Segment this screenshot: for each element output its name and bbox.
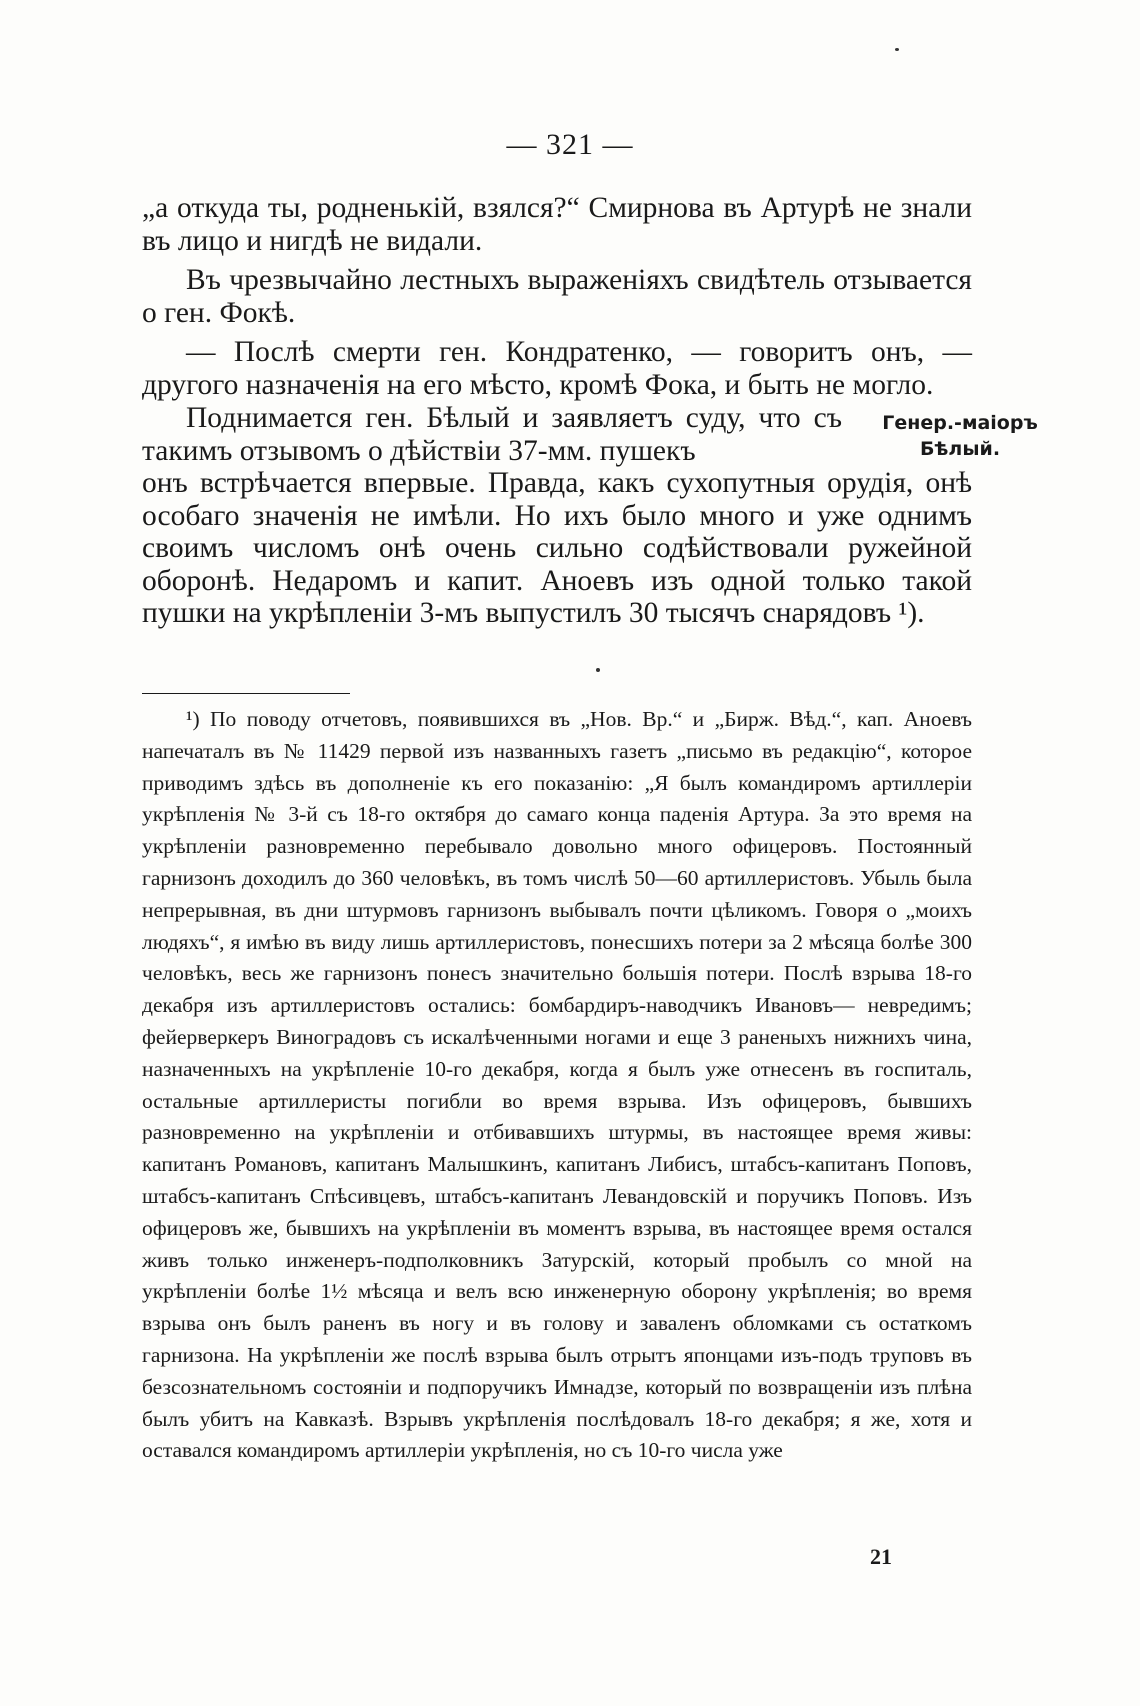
paragraph-3-text: — Послѣ смерти ген. Кондратенко, — говоритъ онъ, — другого назначенія на его мѣсто, кромѣ Фока, и быть не могло. [142,336,972,401]
page-number: — 321 — [506,128,634,161]
margin-note-line-1: Генер.-маіоръ [882,412,1038,434]
ink-speck [596,668,600,672]
paragraph-4-start-text: Поднимается ген. Бѣлый и заявляетъ суду, что съ такимъ отзывомъ о дѣйствіи 37-мм. пушекъ [142,402,842,467]
paragraph-4-continued [142,467,972,630]
footnote-paragraph [142,704,972,1467]
footnote [142,704,972,1467]
footnote-text: По поводу отчетовъ, появившихся въ „Нов. Вр.“ и „Бирж. Вѣд.“, кап. Аноевъ напечаталъ въ № 11429 первой изъ названныхъ газетъ „письмо въ редакцію“, которое приводимъ здѣсь въ дополненіе къ его показанію: „Я былъ командиромъ артиллеріи укрѣпленія № 3-й съ 18-го октября до самаго конца паденія Артура. За это время на укрѣпленіи разновременно перебывало довольно много офицеровъ. Постоянный гарнизонъ доходилъ до 360 человѣкъ, въ томъ числѣ 50—60 артиллеристовъ. Убыль была непрерывная, въ дни штурмовъ гарнизонъ выбывалъ почти цѣликомъ. Говоря о „моихъ людяхъ“, я имѣю въ виду лишь артиллеристовъ, понесшихъ потери за 2 мѣсяца болѣе 300 человѣкъ, весь же гарнизонъ понесъ значительно большія потери. Послѣ взрыва 18-го декабря изъ артиллеристовъ остались: бомбардиръ-наводчикъ Ивановъ— невредимъ; фейерверкеръ Виноградовъ съ искалѣченными ногами и еще 3 раненыхъ нижнихъ чина, назначенныхъ на укрѣпленіе 10-го декабря, когда я былъ уже отнесенъ въ госпиталь, остальные артиллеристы погибли во время взрыва. Изъ офицеровъ, бывшихъ разновременно на укрѣпленіи и отбивавшихъ штурмы, въ настоящее время живы: капитанъ Романовъ, капитанъ Малышкинъ, капитанъ Либисъ, штабсъ-капитанъ Поповъ, штабсъ-капитанъ Спѣсивцевъ, штабсъ-капитанъ Левандовскій и поручикъ Поповъ. Изъ офицеровъ же, бывшихъ на укрѣпленіи въ моментъ взрыва, въ настоящее время остался живъ только инженеръ-подполковникъ Затурскій, который пробылъ со мной на укрѣпленіи болѣе 1½ мѣсяца и велъ всю инженерную оборону укрѣпленія; во время взрыва онъ былъ раненъ въ ногу и въ голову и заваленъ обломками съ остаткомъ гарнизона. На укрѣпленіи же послѣ взрыва былъ отрытъ японцами изъ-подъ труповъ въ безсознательномъ состояніи и подпоручикъ Имнадзе, который по возвращеніи изъ плѣна былъ убитъ на Кавказѣ. Взрывъ укрѣпленія послѣдовалъ 18-го декабря; я же, хотя и оставался командиромъ артиллеріи укрѣпленія, но съ 10-го числа уже [142,707,972,1463]
paragraph-1-text: „а откуда ты, родненькій, взялся?“ Смирнова въ Артурѣ не знали въ лицо и нигдѣ не видали. [142,192,972,257]
margin-note-line-2: Бѣлый. [919,438,1001,460]
footnote-marker: ¹) [186,707,200,731]
signature-mark: 21 [870,1544,892,1569]
paragraph-4-continued-text: онъ встрѣчается впервые. Правда, какъ сухопутныя орудія, онѣ особаго значенія не имѣли. Но ихъ было много и уже однимъ своимъ числомъ онѣ очень сильно содѣйствовали ружейной оборонѣ. Недаромъ и капит. Аноевъ изъ одной только такой пушки на укрѣпленіи 3-мъ выпустилъ 30 тысячъ снарядовъ ¹). [142,467,972,629]
ink-speck [895,48,899,51]
paragraph-1 [142,192,972,257]
paragraph-2-text: Въ чрезвычайно лестныхъ выраженіяхъ свидѣтель отзывается о ген. Фокѣ. [142,264,972,329]
footnote-divider [142,693,350,694]
paragraph-3 [142,336,972,401]
paragraph-2 [142,264,972,329]
paragraph-4-start [142,402,842,467]
margin-note [880,410,1040,462]
